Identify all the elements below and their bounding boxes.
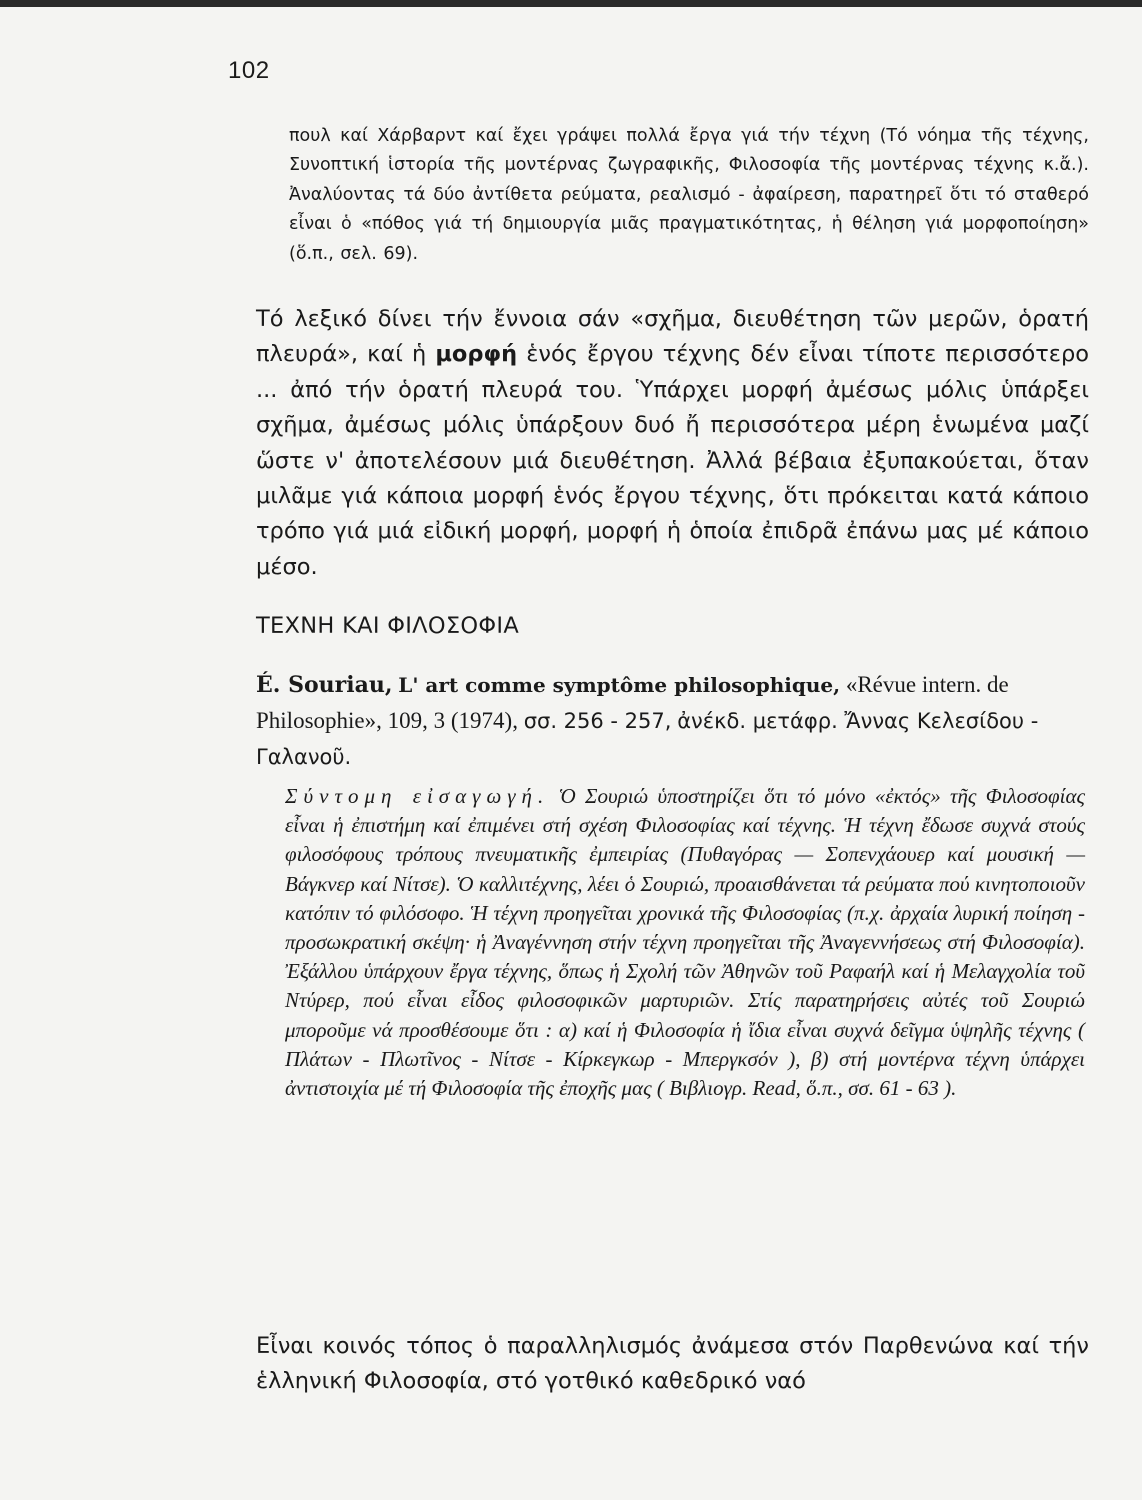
paragraph-parthenon: Εἶναι κοινός τόπος ὁ παραλληλισμός ἀνάμεσα στόν Παρθενώνα καί τήν ἑλληνική Φιλοσοφία, στό γοτθικό καθεδρικό ναό [256, 1333, 1089, 1395]
bib-author: É. Souriau, [256, 672, 393, 698]
scan-edge [0, 0, 1142, 7]
bib-title: L' art comme symptôme philosophique, [398, 673, 841, 697]
book-page [0, 7, 1142, 1500]
summary-block [285, 782, 1085, 1103]
bib-pages: σσ. 256 - 257, [523, 709, 672, 733]
summary-lead: Σύντομη εἰσαγωγή. [285, 784, 550, 808]
bib-translation: ἀνέκδ. μετάφρ. Ἄννας Κελεσίδου - Γαλανοῦ. [256, 709, 1039, 769]
paragraph-form-definition [256, 302, 1089, 585]
footnote-text: πουλ καί Χάρβαρντ καί ἔχει γράψει πολλά ἔργα γιά τήν τέχνη (Τό νόημα τῆς τέχνης, Συνοπτική ἱστορία τῆς μοντέρνας ζωγραφικῆς, Φιλοσοφία τῆς μοντέρνας τέχνης κ.ἄ.). Ἀναλύοντας τά δύο ἀντίθετα ρεύματα, ρεαλισμό - ἀφαίρεση, παρατηρεῖ ὅτι τό σταθερό εἶναι ὁ «πόθος γιά τή δημιουργία μιᾶς πραγματικότητας, ἡ θέληση γιά μορφοποίηση» (ὅ.π., σελ. 69). [289, 126, 1089, 264]
paragraph-text: ἑνός ἔργου τέχνης δέν εἶναι τίποτε περισσότερο ... ἀπό τήν ὁρατή πλευρά του. Ὑπάρχει μορφή ἀμέσως μόλις ὑπάρξει σχῆμα, ἀμέσως μόλις ὑπάρξουν δυό ἤ περισσότερα μέρη ἑνωμένα μαζί ὥστε ν' ἀποτελέσουν μιά διευθέτηση. Ἀλλά βέβαια ἐξυπακούεται, ὅταν μιλᾶμε γιά κάποια μορφή ἑνός ἔργου τέχνης, ὅτι πρόκειται κατά κάποιο τρόπο γιά μιά εἰδική μορφή, μορφή ἡ ὁποία ἐπιδρᾶ ἐπάνω μας μέ κάποιο μέσο. [256, 341, 1089, 580]
paragraph-text: Τό λεξικό δίνει τήν ἔννοια σάν «σχῆμα, διευθέτηση τῶν μερῶν, ὁρατή πλευρά», καί ἡ [256, 306, 1089, 368]
section-heading: ΤΕΧΝΗ ΚΑΙ ΦΙΛΟΣΟΦΙΑ [256, 613, 520, 639]
page-number: 102 [228, 57, 270, 84]
emphasized-term: μορφή [435, 341, 518, 368]
bib-source: «Révue intern. de Philosophie», 109, 3 (1974), [256, 672, 1009, 733]
summary-text: Ὁ Σουριώ ὑποστηρίζει ὅτι τό μόνο «ἐκτός» τῆς Φιλοσοφίας εἶναι ἡ ἐπιστήμη καί ἐπιμένει στή σχέση Φιλοσοφίας καί τέχνης. Ἡ τέχνη ἔδωσε συχνά στούς φιλοσόφους τρόπους πνευματικῆς ἐμπειρίας (Πυθαγόρας — Σοπενχάουερ καί μουσική — Βάγκνερ καί Νίτσε). Ὁ καλλιτέχνης, λέει ὁ Σουριώ, προαισθάνεται τά ρεύματα πού κινητοποιοῦν κατόπιν τό φιλόσοφο. Ἡ τέχνη προηγεῖται χρονικά τῆς Φιλοσοφίας (π.χ. ἀρχαία λυρική ποίηση - προσωκρατική σκέψη· ἡ Ἀναγέννηση στήν τέχνη προηγεῖται τῆς Ἀναγεννήσεως στή Φιλοσοφία). Ἐξάλλου ὑπάρχουν ἔργα τέχνης, ὅπως ἡ Σχολή τῶν Ἀθηνῶν τοῦ Ραφαήλ καί ἡ Μελαγχολία τοῦ Ντύρερ, πού εἶναι εἶδος φιλοσοφικῶν μαρτυριῶν. Στίς παρατηρήσεις αὐτές τοῦ Σουριώ μποροῦμε νά προσθέσουμε ὅτι : α) καί ἡ Φιλοσοφία ἡ ἴδια εἶναι συχνά δεῖγμα ὑψηλῆς τέχνης ( Πλάτων - Πλωτῖνος - Νίτσε - Κίρκεγκωρ - Μπεργκσόν ), β) στή μοντέρνα τέχνη ὑπάρχει ἀντιστοιχία μέ τή Φιλοσοφία τῆς ἐποχῆς μας ( Βιβλιογρ. Read, ὅ.π., σσ. 61 - 63 ). [285, 784, 1085, 1101]
bibliography-entry [256, 667, 1096, 775]
